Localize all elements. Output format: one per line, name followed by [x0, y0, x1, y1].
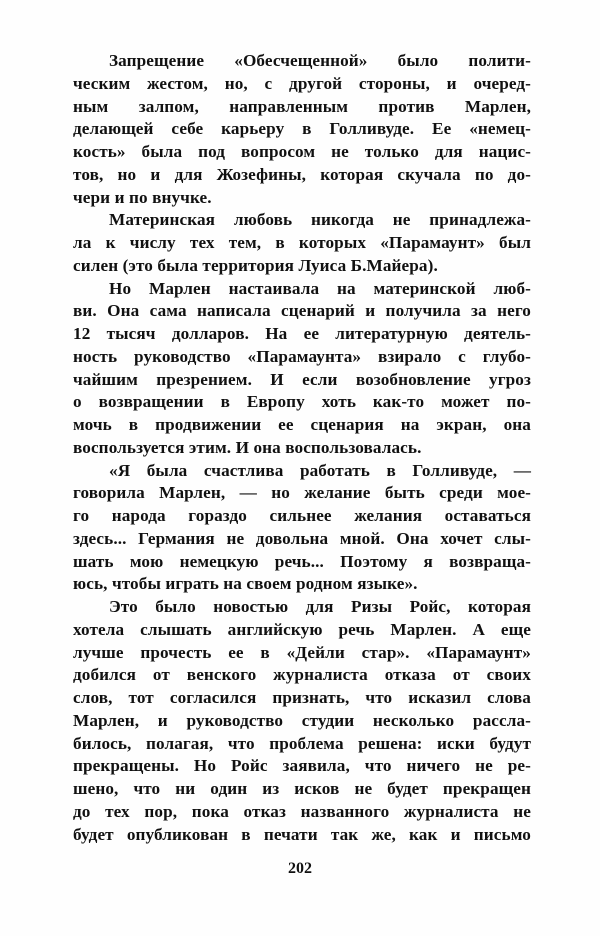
text-line: чери и по внучке.: [73, 187, 212, 207]
text-line: лучше прочесть ее в «Дейли стар». «Парамаунт»: [73, 642, 531, 662]
text-line: ла к числу тех тем, в которых «Парамаунт» был: [73, 233, 531, 252]
text-line: здесь... Германия не довольна мной. Она хочет слы-: [73, 528, 531, 548]
text-line: мочь в продвижении ее сценария на экран, она: [73, 415, 531, 434]
text-line: добился от венского журналиста отказа от своих: [73, 665, 531, 685]
text-line: ческим жестом, но, с другой стороны, и очеред-: [73, 73, 531, 93]
paragraph: [73, 209, 531, 277]
text-line: юсь, чтобы играть на своем родном языке».: [73, 574, 418, 594]
text-line: го народа гораздо сильнее желания оставаться: [73, 506, 531, 525]
text-line: до тех пор, пока отказ названного журналиста не: [73, 801, 531, 821]
text-line: чайшим презрением. И если возобновление угроз: [73, 369, 531, 389]
page-number: 202: [288, 860, 312, 877]
text-line: Но Марлен настаивала на материнской люб-: [109, 278, 531, 298]
text-line: билось, полагая, что проблема решена: иски будут: [73, 733, 531, 753]
text-line: о возвращении в Европу хоть как-то может по-: [73, 392, 531, 412]
text-line: Это было новостью для Ризы Ройс, которая: [109, 597, 531, 616]
text-line: шено, что ни один из исков не будет прекращен: [73, 779, 531, 798]
paragraph: [73, 278, 531, 460]
text-line: шать мою немецкую речь... Поэтому я возвраща-: [73, 551, 531, 571]
text-line: Материнская любовь никогда не принадлежа-: [109, 210, 531, 230]
text-line: говорила Марлен, — но желание быть среди мое-: [73, 483, 531, 503]
text-line: силен (это была территория Луиса Б.Майера).: [73, 255, 438, 275]
text-line: тов, но и для Жозефины, которая скучала по до-: [73, 164, 531, 184]
paragraph: [73, 596, 531, 846]
body-text: [73, 50, 531, 846]
text-line: кость» была под вопросом не только для нацис-: [73, 142, 531, 161]
text-line: хотела слышать английскую речь Марлен. А еще: [73, 619, 531, 639]
text-line: ви. Она сама написала сценарий и получила за него: [73, 301, 531, 321]
text-line: 12 тысяч долларов. На ее литературную деятель-: [73, 324, 531, 343]
text-line: ность руководство «Парамаунта» взирало с глубо-: [73, 346, 531, 366]
text-line: слов, тот согласился признать, что исказил слова: [73, 688, 531, 707]
paragraph: [73, 460, 531, 597]
paragraph: [73, 50, 531, 209]
text-line: Марлен, и руководство студии несколько рассла-: [73, 710, 531, 730]
text-line: Запрещение «Обесчещенной» было полити-: [109, 51, 531, 70]
text-line: делающей себе карьеру в Голливуде. Ее «немец-: [73, 119, 531, 139]
text-line: прекращены. Но Ройс заявила, что ничего не ре-: [73, 756, 531, 776]
text-line: будет опубликован в печати так же, как и письмо: [73, 824, 531, 844]
text-line: ным залпом, направленным против Марлен,: [73, 96, 531, 116]
text-line: воспользуется этим. И она воспользовалась.: [73, 437, 422, 457]
text-line: «Я была счастлива работать в Голливуде, —: [109, 460, 531, 480]
